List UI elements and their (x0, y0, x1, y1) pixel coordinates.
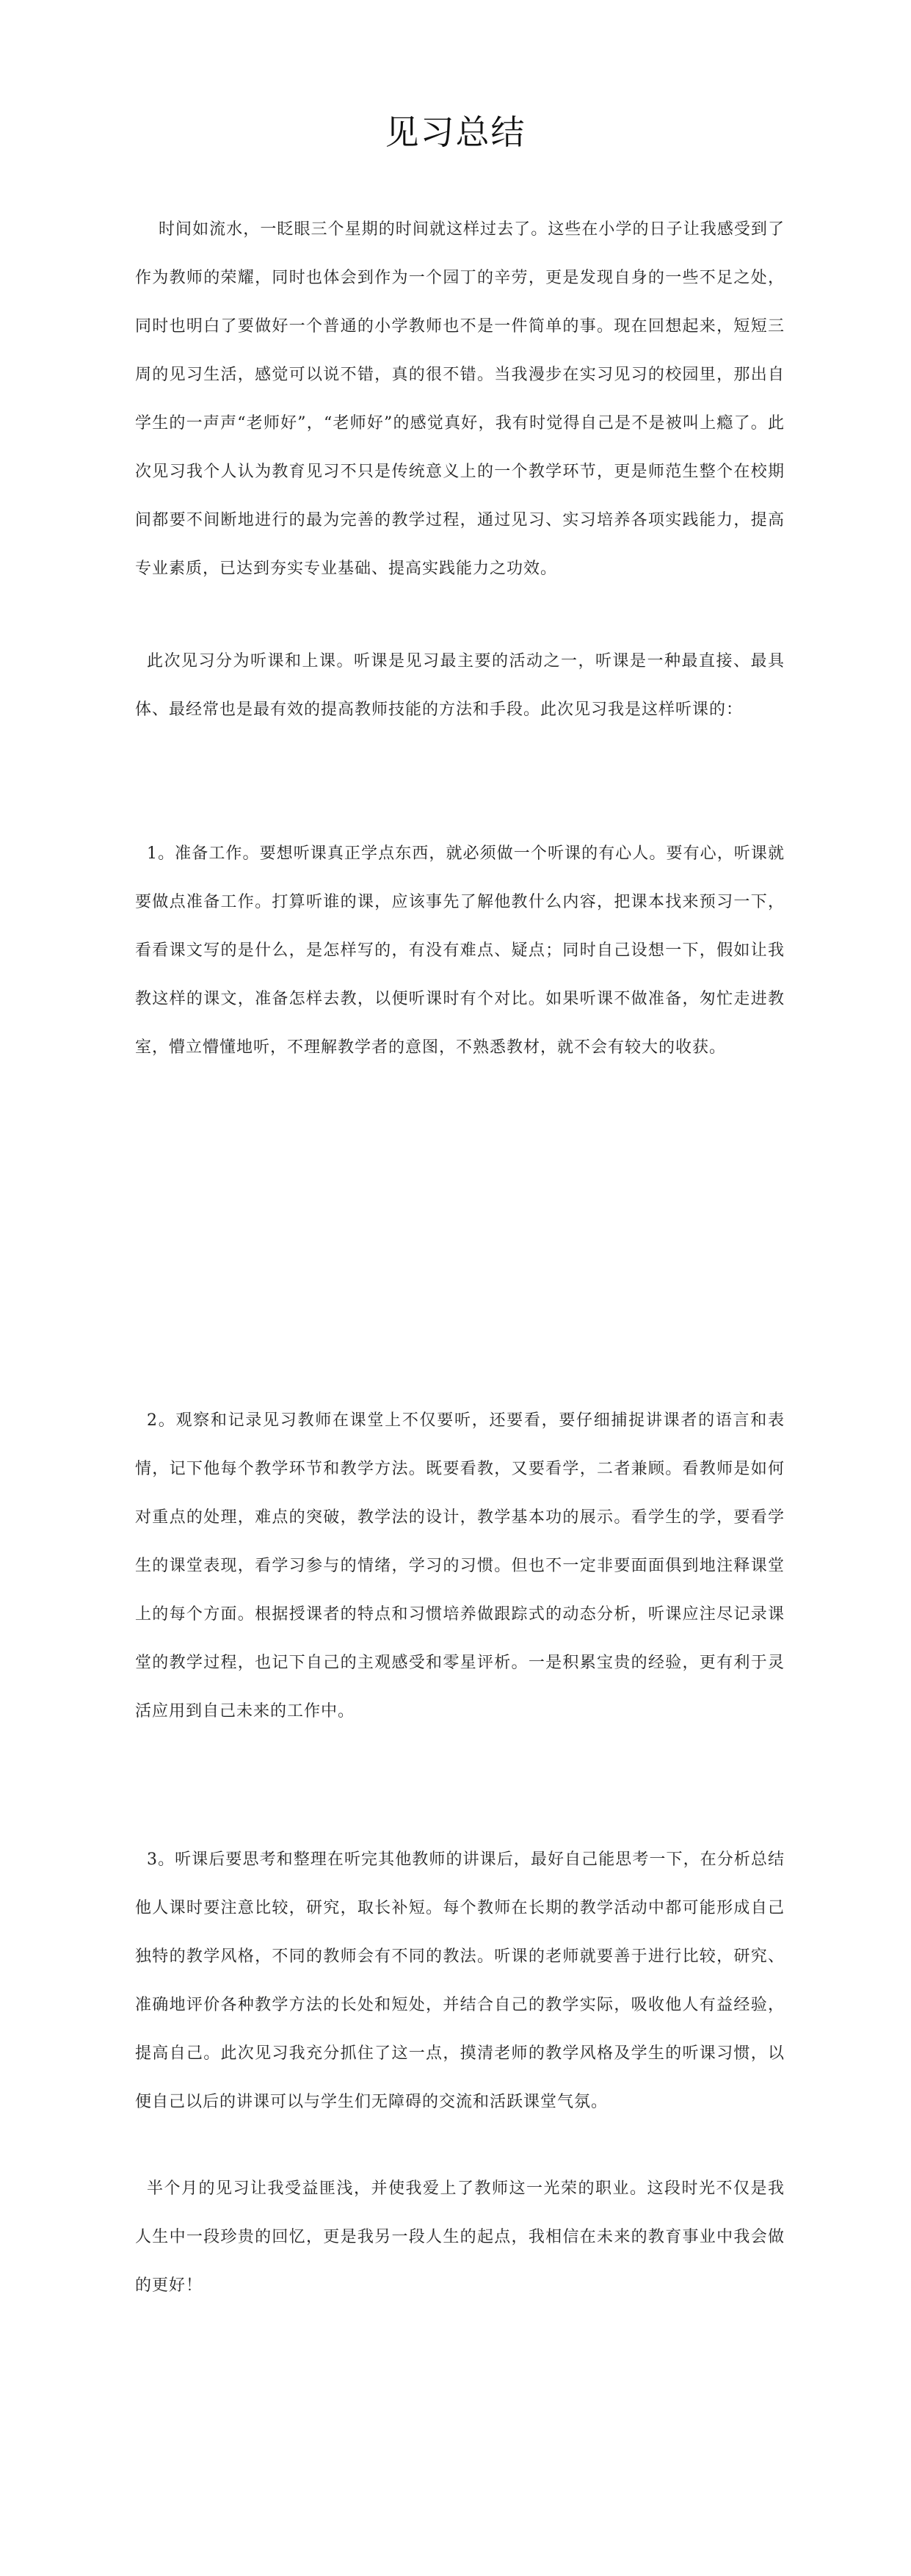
paragraph-observation: 2。观察和记录见习教师在课堂上不仅要听，还要看，要仔细捕捉讲课者的语言和表情，记下他每个教学环节和教学方法。既要看教，又要看学，二者兼顾。看教师是如何对重点的处理，难点的突破，教学法的设计，教学基本功的展示。看学生的学，要看学生的课堂表现，看学习参与的情绪，学习的习惯。但也不一定非要面面俱到地注释课堂上的每个方面。根据授课者的特点和习惯培养做跟踪式的动态分析，听课应注尽记录课堂的教学过程，也记下自己的主观感受和零星评析。一是积累宝贵的经验，更有利于灵活应用到自己未来的工作中。 (135, 1411, 785, 1721)
document-title: 见习总结 (385, 112, 526, 152)
paragraph-conclusion: 半个月的见习让我受益匪浅，并使我爱上了教师这一光荣的职业。这段时光不仅是我人生中一段珍贵的回忆，更是我另一段人生的起点，我相信在未来的教育事业中我会做的更好！ (135, 2179, 785, 2295)
paragraph-intro: 时间如流水，一眨眼三个星期的时间就这样过去了。这些在小学的日子让我感受到了作为教师的荣耀，同时也体会到作为一个园丁的辛劳，更是发现自身的一些不足之处，同时也明白了要做好一个普通的小学教师也不是一件简单的事。现在回想起来，短短三周的见习生活，感觉可以说不错，真的很不错。当我漫步在实习见习的校园里，那出自学生的一声声“老师好”，“老师好”的感觉真好，我有时觉得自己是不是被叫上瘾了。此次见习我个人认为教育见习不只是传统意义上的一个教学环节，更是师范生整个在校期间都要不间断地进行的最为完善的教学过程，通过见习、实习培养各项实践能力，提高专业素质，已达到夯实专业基础、提高实践能力之功效。 (135, 220, 785, 578)
paragraph-overview: 此次见习分为听课和上课。听课是见习最主要的活动之一，听课是一种最直接、最具体、最经常也是最有效的提高教师技能的方法和手段。此次见习我是这样听课的： (135, 652, 785, 719)
paragraph-preparation: 1。准备工作。要想听课真正学点东西，就必须做一个听课的有心人。要有心，听课就要做点准备工作。打算听谁的课，应该事先了解他教什么内容，把课本找来预习一下，看看课文写的是什么，是怎样写的，有没有难点、疑点；同时自己设想一下，假如让我教这样的课文，准备怎样去教，以便听课时有个对比。如果听课不做准备，匆忙走进教室，懵立懵懂地听，不理解教学者的意图，不熟悉教材，就不会有较大的收获。 (135, 844, 785, 1057)
paragraph-reflection: 3。听课后要思考和整理在听完其他教师的讲课后，最好自己能思考一下，在分析总结他人课时要注意比较，研究，取长补短。每个教师在长期的教学活动中都可能形成自己独特的教学风格，不同的教师会有不同的教法。听课的老师就要善于进行比较，研究、准确地评价各种教学方法的长处和短处，并结合自己的教学实际，吸收他人有益经验，提高自己。此次见习我充分抓住了这一点，摸清老师的教学风格及学生的听课习惯，以便自己以后的讲课可以与学生们无障碍的交流和活跃课堂气氛。 (135, 1850, 785, 2111)
